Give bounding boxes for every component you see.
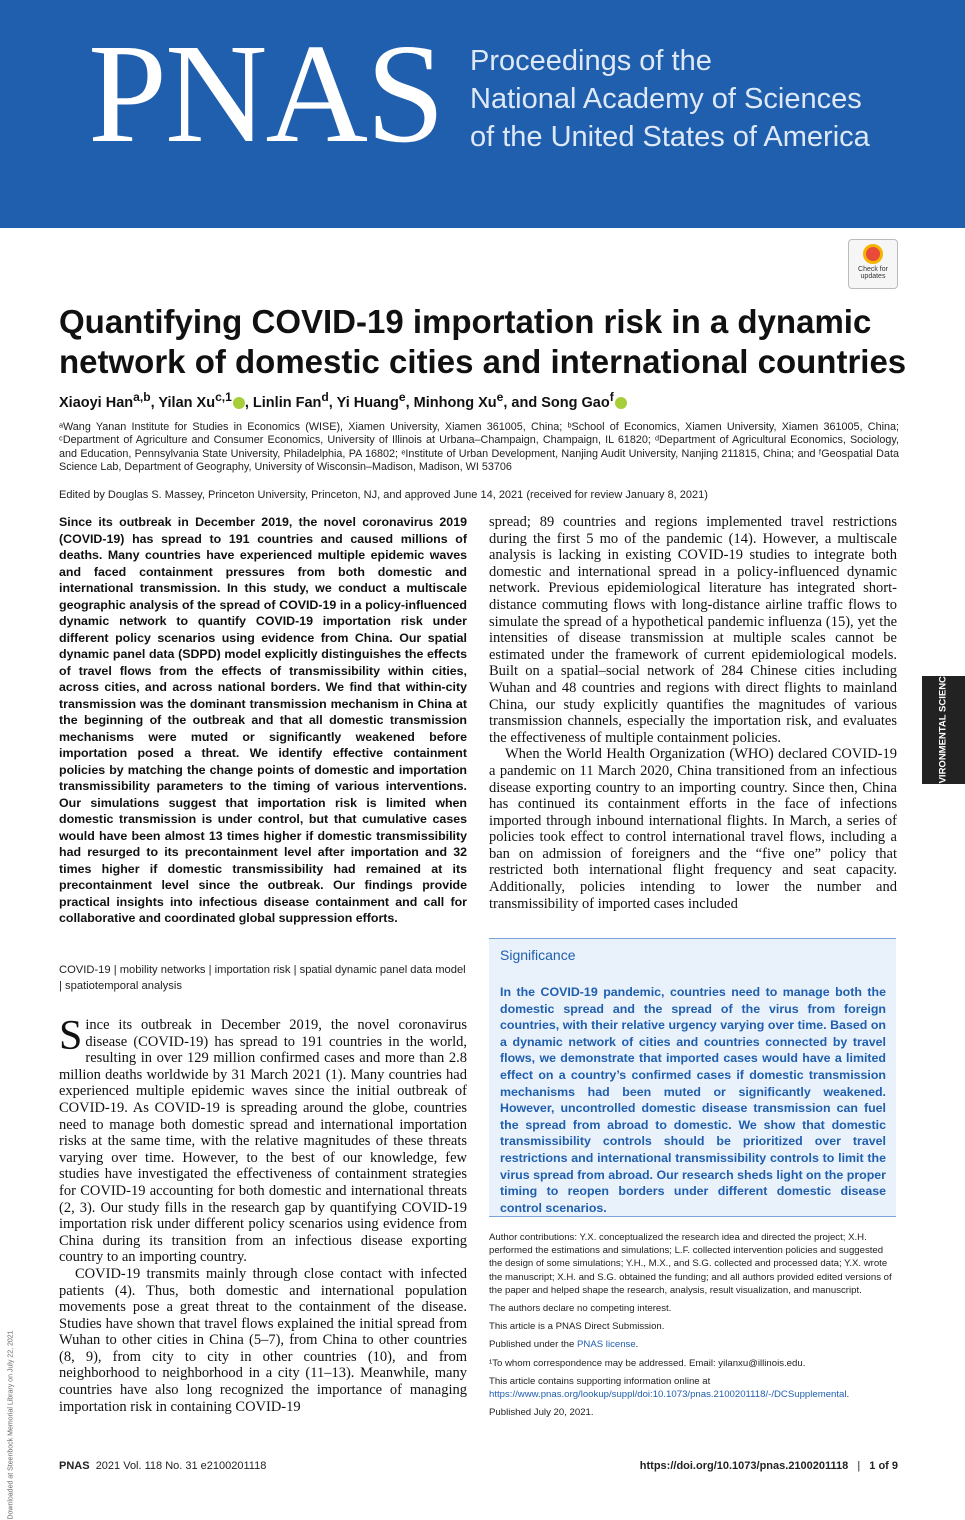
journal-line-1: Proceedings of the xyxy=(470,45,712,77)
supplemental-link[interactable]: https://www.pnas.org/lookup/suppl/doi:10.1073/pnas.2100201118/-/DCSupplemental xyxy=(489,1389,847,1401)
author-contributions: Author contributions: Y.X. conceptualized the research idea and directed the project; X.H. performed the estimations and simulations; L.F. collected intervention policies and suggested the design of some simulations; Y.H., M.X., and S.G. collected and processed data; Y.X. wrote the manuscript; X.H. and S.G. obtained the funding; and all authors provided edited versions of the paper and helped shape the research, analysis, result visualization, and manuscript. xyxy=(489,1232,892,1296)
orcid-icon[interactable] xyxy=(615,397,627,409)
significance-text: In the COVID-19 pandemic, countries need to manage both the domestic spread and the spread of the virus from foreign countries, with their relative urgency varying over time. Based on a dynamic network of cities and countries connected by travel flows, we demonstrate that imported cases would have a limited effect on a country’s confirmed cases if domestic transmission mechanisms had been muted or significantly weakened. However, uncontrolled domestic disease transmission can fuel the spread from abroad to domestic. We show that domestic transmissibility controls should be prioritized over travel restrictions and international transmissibility controls to limit the virus spread from abroad. Our research sheds light on the proper timing to reopen borders under different domestic disease control scenarios. xyxy=(500,985,886,1215)
footer-journal: PNAS xyxy=(59,1460,90,1472)
published-date: Published July 20, 2021. xyxy=(489,1407,594,1419)
page-number: 1 of 9 xyxy=(869,1460,898,1472)
pnas-logo: PNAS xyxy=(88,14,444,172)
doi-link[interactable]: https://doi.org/10.1073/pnas.2100201118 xyxy=(639,1460,849,1472)
significance-box xyxy=(489,938,896,1217)
footer-doi xyxy=(636,1460,898,1472)
author-name[interactable]: Yilan Xu xyxy=(158,394,216,411)
affiliations: ᵃWang Yanan Institute for Studies in Economics (WISE), Xiamen University, Xiamen 361005, China; ᵇSchool of Economics, Xiamen University, Xiamen 361005, China; ᶜDepartment of Agriculture and Consumer Economics, University of Illinois at Urbana–Champaign, Champaign, IL 61820; ᵈDepartment of Agricultural Economics, Sociology, and Education, Pennsylvania State University, Philadelphia, PA 16802; ᵉInstitute of Urban Development, Nanjing Audit University, Nanjing 211815, China; and ᶠGeospatial Data Science Lab, Department of Geography, University of Wisconsin–Madison, Madison, WI 53706 xyxy=(59,421,899,474)
article-title: Quantifying COVID-19 importation risk in a dynamic network of domestic cities and international countries xyxy=(59,303,907,380)
body-paragraph: spread; 89 countries and regions implemented travel restrictions during the first 5 mo of the pandemic (14). However, a multiscale analysis is lacking in existing COVID-19 studies to integrate both domestic and international spread in a policy-influenced dynamic network. Previous epidemiological literature has integrated short-distance commuting flows with long-distance airline traffic flows to simulate the spread of a hypothetical pandemic influenza (15), yet the intensities of disease transmission at multiple scales cannot be estimated under the framework of current epidemiological models. Built on a spatial–social network of 284 Chinese cities including Wuhan and 48 countries and regions with direct flights to mainland China, our study explicitly quantifies the magnitudes of various transmission channels, especially the importation risk, and evaluates the effectiveness of multiple containment policies. xyxy=(489,514,897,746)
update-badge-icon xyxy=(863,244,883,264)
journal-name xyxy=(470,42,870,156)
journal-banner xyxy=(0,0,965,228)
direct-submission: This article is a PNAS Direct Submission. xyxy=(489,1321,665,1333)
author-name[interactable]: Xiaoyi Han xyxy=(59,394,134,411)
footer-separator: | xyxy=(857,1460,861,1472)
section-tab-label: ENVIRONMENTAL SCIENCES xyxy=(937,663,949,797)
journal-line-2: National Academy of Sciences xyxy=(470,83,862,115)
footer-citation xyxy=(59,1460,266,1472)
abstract: Since its outbreak in December 2019, the novel coronavirus 2019 (COVID-19) has spread to 191 countries and caused millions of deaths. Many countries have experienced multiple epidemic waves and faced containment pressures from both domestic and international transmission. In this study, we conduct a multiscale geographic analysis of the spread of COVID-19 in a policy-influenced dynamic network to quantify COVID-19 importation risk under different policy scenarios using evidence from China. Our spatial dynamic panel data (SDPD) model explicitly distinguishes the effects of travel flows from the effects of transmissibility within cities, across cities, and across national borders. We find that within-city transmission was the dominant transmission mechanism in China at the beginning of the outbreak and that all domestic transmission mechanisms were muted or significantly weakened before importation posed a threat. We identify effective containment policies by matching the change points of domestic and importation transmissibility parameters to the timing of various interventions. Our simulations suggest that importation risk is limited when domestic transmission is under control, but that cumulative cases would have been almost 13 times higher if domestic transmissibility had resurged to its precontainment level after importation and 32 times higher if domestic transmissibility had remained at its precontainment level since the outbreak. Our findings provide practical insights into infectious disease containment and call for collaborative and coordinated global suppression efforts. xyxy=(59,515,467,925)
body-paragraph: When the World Health Organization (WHO) declared COVID-19 a pandemic on 11 March 2020, China transitioned from an infectious disease exporting country to an importing country. Since then, China has continued its containment efforts in the face of infections imported through inbound international flights. In March, a series of policies took effect to control international travel flows, including a ban on admission of foreigners and the “five one” policy that restricted both international flight frequency and seat capacity. Additionally, policies intending to lower the number and transmissibility of imported cases included xyxy=(489,746,897,912)
correspondence: ¹To whom correspondence may be addressed. Email: yilanxu@illinois.edu. xyxy=(489,1357,806,1369)
competing-interest: The authors declare no competing interest. xyxy=(489,1303,672,1315)
check-updates-label: Check for updates xyxy=(858,266,888,280)
drop-cap: S xyxy=(59,1013,83,1059)
author-list: Xiaoyi Han$^{a,b}$, Yilan Xu$^{c,1}$ , Linlin Fan$^d$, Yi Huang$^e$, Minhong Xu$^e$, and Song Gao$^f$ xyxy=(59,390,627,411)
author-name[interactable]: Minhong Xu xyxy=(413,394,497,411)
download-note: Downloaded at Steenbock Memorial Library on July 22, 2021 xyxy=(7,1330,15,1520)
journal-line-3: of the United States of America xyxy=(470,121,870,153)
check-for-updates-button[interactable] xyxy=(848,239,898,289)
body-paragraph: COVID-19 transmits mainly through close contact with infected patients (4). Thus, both domestic and international population movements pose a great threat to the containment of the disease. Studies have shown that travel flows explained the initial spread from Wuhan to other cities in China (5–7), from China to other countries (8, 9), from city to city in other countries (10), and from neighborhood to neighborhood in a city (11–13). Meanwhile, many countries have also long recognized the importance of managing importation risk in containing COVID-19 xyxy=(59,1265,467,1415)
body-paragraph: Since its outbreak in December 2019, the novel coronavirus disease (COVID-19) has spread to 191 countries in the world, resulting in over 129 million confirmed cases and more than 2.8 million deaths worldwide by 31 March 2021 (1). Many countries had experienced multiple epidemic waves since the initial outbreak of COVID-19. As COVID-19 is spreading around the globe, countries need to manage both domestic spread and international importation risks at the same time, with the relative magnitudes of these threats varying over time. However, to the best of our knowledge, few studies have investigated the effectiveness of containment strategies for COVID-19 accounting for both domestic and international threats (2, 3). Our study fills in the research gap by quantifying COVID-19 importation risk under different policy scenarios using evidence from China during its transition from an infectious disease exporting country to an importing country. xyxy=(59,1013,467,1266)
footer-citation-text: 2021 Vol. 118 No. 31 e2100201118 xyxy=(95,1460,267,1472)
body-column-left xyxy=(59,1013,467,1415)
orcid-icon[interactable] xyxy=(233,397,245,409)
edited-by-line: Edited by Douglas S. Massey, Princeton University, Princeton, NJ, and approved June 14, 2021 (received for review January 8, 2021) xyxy=(59,489,708,501)
license-link[interactable]: PNAS license xyxy=(577,1339,636,1351)
significance-heading: Significance xyxy=(500,947,576,963)
supporting-info: This article contains supporting information online at https://www.pnas.org/lookup/suppl/doi:10.1073/pnas.2100201118/-/DCSupplemental. xyxy=(489,1375,850,1401)
keywords: COVID-19 | mobility networks | importation risk | spatial dynamic panel data model | spatiotemporal analysis xyxy=(59,964,466,992)
body-column-right xyxy=(489,514,897,912)
author-name[interactable]: Song Gao xyxy=(541,394,610,411)
section-tab[interactable] xyxy=(922,663,965,797)
license-note: Published under the PNAS license. xyxy=(489,1339,639,1351)
article-notes xyxy=(489,1231,899,1424)
author-name[interactable]: Yi Huang xyxy=(336,394,399,411)
author-name[interactable]: Linlin Fan xyxy=(252,394,322,411)
